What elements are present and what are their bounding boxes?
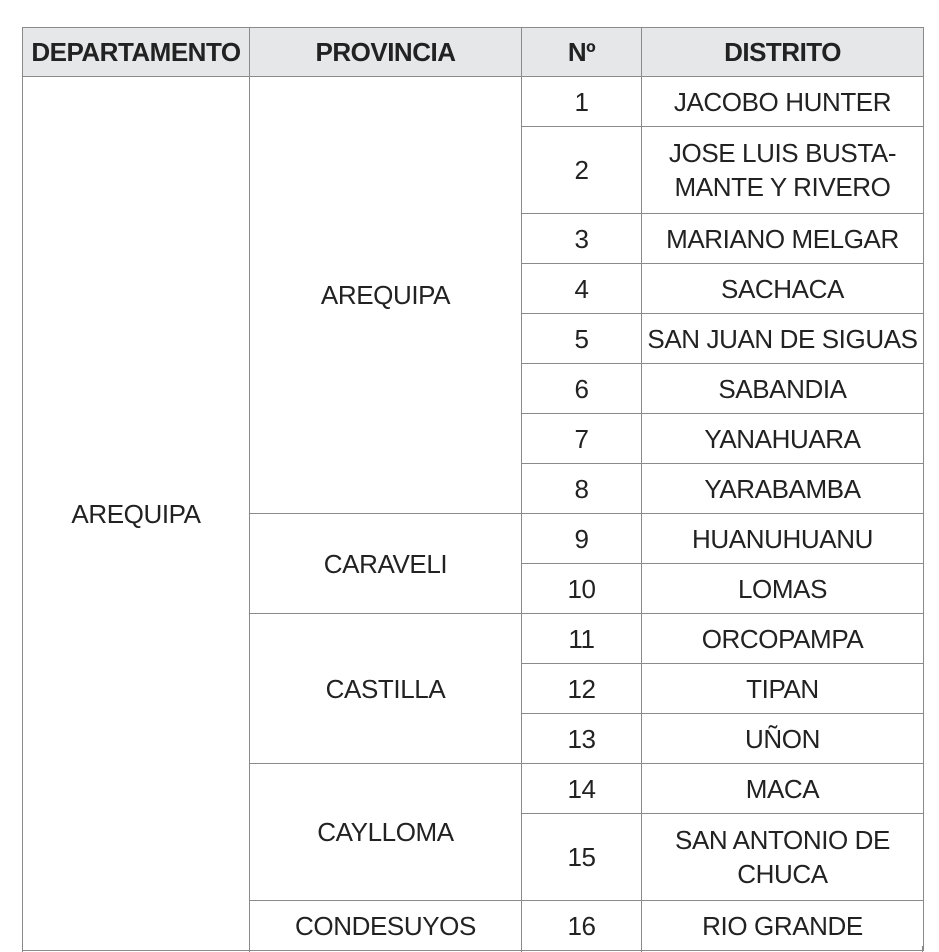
district-number: 4 (522, 264, 642, 314)
header-numero: Nº (522, 28, 642, 77)
district-number: 3 (522, 214, 642, 264)
column-divider (249, 946, 250, 952)
district-name: SAN ANTONIO DE CHUCA (642, 814, 924, 901)
district-number: 12 (522, 664, 642, 714)
district-number: 11 (522, 614, 642, 664)
provincia-cell: CONDESUYOS (250, 901, 522, 951)
header-row (23, 28, 924, 77)
header-departamento: DEPARTAMENTO (23, 28, 250, 77)
district-number: 15 (522, 814, 642, 901)
provincia-cell: CAYLLOMA (250, 764, 522, 901)
district-name: MARIANO MELGAR (642, 214, 924, 264)
provincia-cell: AREQUIPA (250, 77, 522, 514)
table-continuation (22, 946, 923, 952)
table-row (23, 77, 924, 127)
district-number: 14 (522, 764, 642, 814)
district-name: JACOBO HUNTER (642, 77, 924, 127)
district-name: LOMAS (642, 564, 924, 614)
district-number: 1 (522, 77, 642, 127)
district-name: SAN JUAN DE SIGUAS (642, 314, 924, 364)
district-number: 6 (522, 364, 642, 414)
header-provincia: PROVINCIA (250, 28, 522, 77)
district-name: YARABAMBA (642, 464, 924, 514)
district-number: 13 (522, 714, 642, 764)
district-name: SACHACA (642, 264, 924, 314)
provincia-cell: CARAVELI (250, 514, 522, 614)
district-name: JOSE LUIS BUSTA- MANTE Y RIVERO (642, 127, 924, 214)
district-name: MACA (642, 764, 924, 814)
district-name: TIPAN (642, 664, 924, 714)
district-number: 8 (522, 464, 642, 514)
district-number: 7 (522, 414, 642, 464)
district-name: YANAHUARA (642, 414, 924, 464)
district-number: 5 (522, 314, 642, 364)
district-name: HUANUHUANU (642, 514, 924, 564)
district-name: ORCOPAMPA (642, 614, 924, 664)
districts-table (22, 27, 924, 951)
district-number: 2 (522, 127, 642, 214)
column-divider (641, 946, 642, 952)
district-number: 16 (522, 901, 642, 951)
district-name: RIO GRANDE (642, 901, 924, 951)
departamento-cell: AREQUIPA (23, 77, 250, 951)
header-distrito: DISTRITO (642, 28, 924, 77)
district-name: SABANDIA (642, 364, 924, 414)
district-name: UÑON (642, 714, 924, 764)
district-number: 10 (522, 564, 642, 614)
column-divider (521, 946, 522, 952)
district-number: 9 (522, 514, 642, 564)
provincia-cell: CASTILLA (250, 614, 522, 764)
